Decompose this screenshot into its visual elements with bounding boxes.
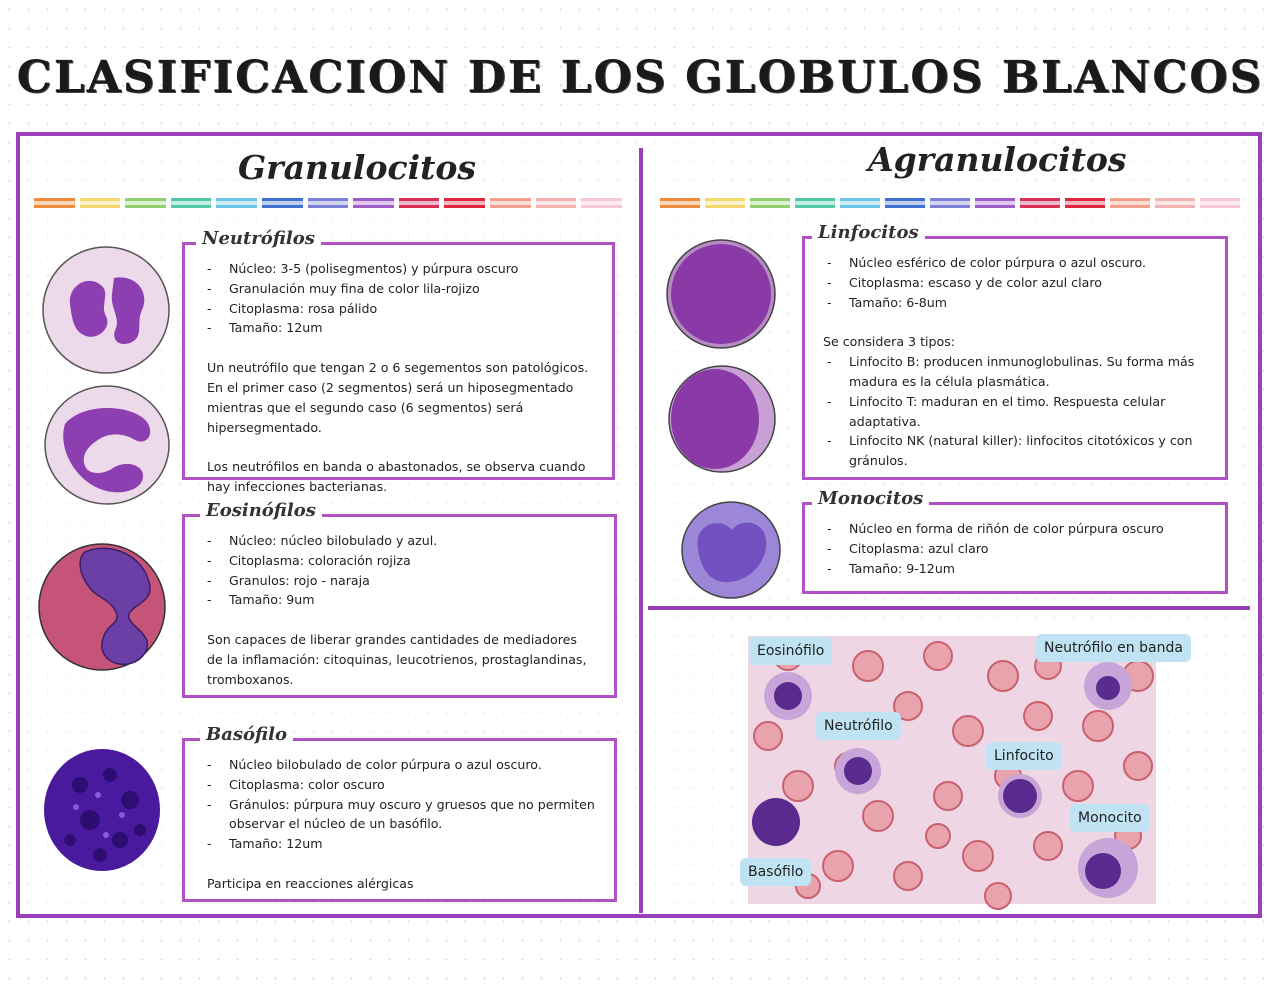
list-item: - Tamaño: 6-8um: [827, 293, 1207, 313]
list-item: - Citoplasma: azul claro: [827, 539, 1207, 559]
basofilo-label: Basófilo: [200, 724, 293, 745]
rainbow-segment: [930, 198, 970, 208]
eosinofilos-label: Eosinófilos: [200, 500, 322, 521]
list-item: - Gránulos: púrpura muy oscuro y gruesos que no permiten observar el núcleo de un basófilo.: [207, 795, 596, 835]
eosinofilos-list: [207, 531, 596, 610]
linfocitos-intro: Se considera 3 tipos:: [823, 334, 956, 350]
eosinofilos-box: [182, 514, 617, 698]
list-item: - Linfocito T: maduran en el timo. Respuesta celular adaptativa.: [827, 392, 1207, 432]
basofilo-list: [207, 755, 596, 854]
rainbow-segment: [750, 198, 790, 208]
basofilo-paragraph: Participa en reacciones alérgicas: [207, 875, 414, 891]
list-item: - Granulos: rojo - naraja: [207, 571, 596, 591]
basofilo-cell-image: [40, 745, 164, 875]
rainbow-segment: [262, 198, 303, 208]
rainbow-segment: [1110, 198, 1150, 208]
rainbow-segment: [705, 198, 745, 208]
list-item: - Núcleo bilobulado de color púrpura o azul oscuro.: [207, 755, 596, 775]
linfocitos-list: [827, 253, 1207, 312]
list-item: - Núcleo: núcleo bilobulado y azul.: [207, 531, 596, 551]
rainbow-segment: [1065, 198, 1105, 208]
rainbow-segment: [308, 198, 349, 208]
list-item: - Linfocito B: producen inmunoglobulinas. Su forma más madura es la célula plasmática.: [827, 352, 1207, 392]
rainbow-segment: [490, 198, 531, 208]
list-item: - Granulación muy fina de color lila-rojizo: [207, 279, 594, 299]
list-item: - Citoplasma: rosa pálido: [207, 299, 594, 319]
list-item: - Tamaño: 9um: [207, 590, 596, 610]
list-item: - Citoplasma: coloración rojiza: [207, 551, 596, 571]
rainbow-segment: [536, 198, 577, 208]
monocitos-label: Monocitos: [812, 488, 929, 509]
rainbow-segment: [34, 198, 75, 208]
neutrofilos-box: [182, 242, 615, 495]
rainbow-segment: [353, 198, 394, 208]
monocitos-box: [802, 502, 1228, 594]
basofilo-box: [182, 738, 617, 902]
linfocito-cell-image: [665, 238, 777, 350]
rainbow-segment: [171, 198, 212, 208]
list-item: - Tamaño: 12um: [207, 834, 596, 854]
neutrofilos-list: [207, 259, 594, 338]
rainbow-segment: [216, 198, 257, 208]
rainbow-divider-right: [660, 198, 1240, 208]
list-item: - Núcleo esférico de color púrpura o azul oscuro.: [827, 253, 1207, 273]
row-divider: [648, 606, 1250, 610]
list-item: - Citoplasma: escaso y de color azul claro: [827, 273, 1207, 293]
list-item: - Núcleo: 3-5 (polisegmentos) y púrpura oscuro: [207, 259, 594, 279]
neutrofilos-paragraph: Los neutrófilos en banda o abastonados, se observa cuando hay infecciones bacterianas.: [207, 459, 586, 495]
monocitos-list: [827, 519, 1207, 578]
monocito-cell-image: [680, 500, 782, 600]
rainbow-segment: [1155, 198, 1195, 208]
linfocito-cell-image: [667, 364, 777, 474]
label-neutrofilo-banda: Neutrófilo en banda: [1036, 634, 1191, 662]
list-item: - Tamaño: 12um: [207, 318, 594, 338]
label-basofilo: Basófilo: [740, 858, 811, 886]
label-monocito: Monocito: [1070, 804, 1150, 832]
agranulocitos-title: Agranulocitos: [868, 140, 1127, 179]
neutrofilo-banda-cell-image: [43, 384, 171, 506]
list-item: - Linfocito NK (natural killer): linfocitos citotóxicos y con gránulos.: [827, 431, 1207, 471]
label-linfocito: Linfocito: [986, 742, 1062, 770]
rainbow-segment: [885, 198, 925, 208]
column-divider: [639, 148, 643, 913]
eosinofilos-paragraph: Son capaces de liberar grandes cantidades de mediadores de la inflamación: citoquinas, leucotrienos, prostaglandinas, tromboxanos.: [207, 632, 587, 687]
rainbow-segment: [1200, 198, 1240, 208]
label-eosinofilo: Eosinófilo: [749, 637, 832, 665]
linfocitos-box: [802, 236, 1228, 480]
blood-smear-image: [748, 636, 1183, 904]
label-neutrofilo: Neutrófilo: [816, 712, 901, 740]
rainbow-divider-left: [34, 198, 622, 208]
neutrofilo-cell-image: [40, 244, 172, 376]
eosinofilo-cell-image: [37, 542, 167, 672]
page-title: CLASIFICACION DE LOS GLOBULOS BLANCOS: [16, 52, 1264, 103]
granulocitos-title: Granulocitos: [238, 148, 476, 187]
rainbow-segment: [975, 198, 1015, 208]
rainbow-segment: [660, 198, 700, 208]
neutrofilos-label: Neutrófilos: [196, 228, 321, 249]
list-item: - Núcleo en forma de riñón de color púrpura oscuro: [827, 519, 1207, 539]
rainbow-segment: [444, 198, 485, 208]
neutrofilos-paragraph: Un neutrófilo que tengan 2 o 6 segementos son patológicos. En el primer caso (2 segmentos) será un hiposegmentado mientras que el segundo caso (6 segmentos) será hipersegmentado.: [207, 360, 589, 435]
rainbow-segment: [840, 198, 880, 208]
rainbow-segment: [1020, 198, 1060, 208]
linfocitos-label: Linfocitos: [812, 222, 925, 243]
rainbow-segment: [399, 198, 440, 208]
rainbow-segment: [581, 198, 622, 208]
rainbow-segment: [80, 198, 121, 208]
rainbow-segment: [795, 198, 835, 208]
linfocitos-types-list: [827, 352, 1207, 471]
list-item: - Tamaño: 9-12um: [827, 559, 1207, 579]
rainbow-segment: [125, 198, 166, 208]
list-item: - Citoplasma: color oscuro: [207, 775, 596, 795]
